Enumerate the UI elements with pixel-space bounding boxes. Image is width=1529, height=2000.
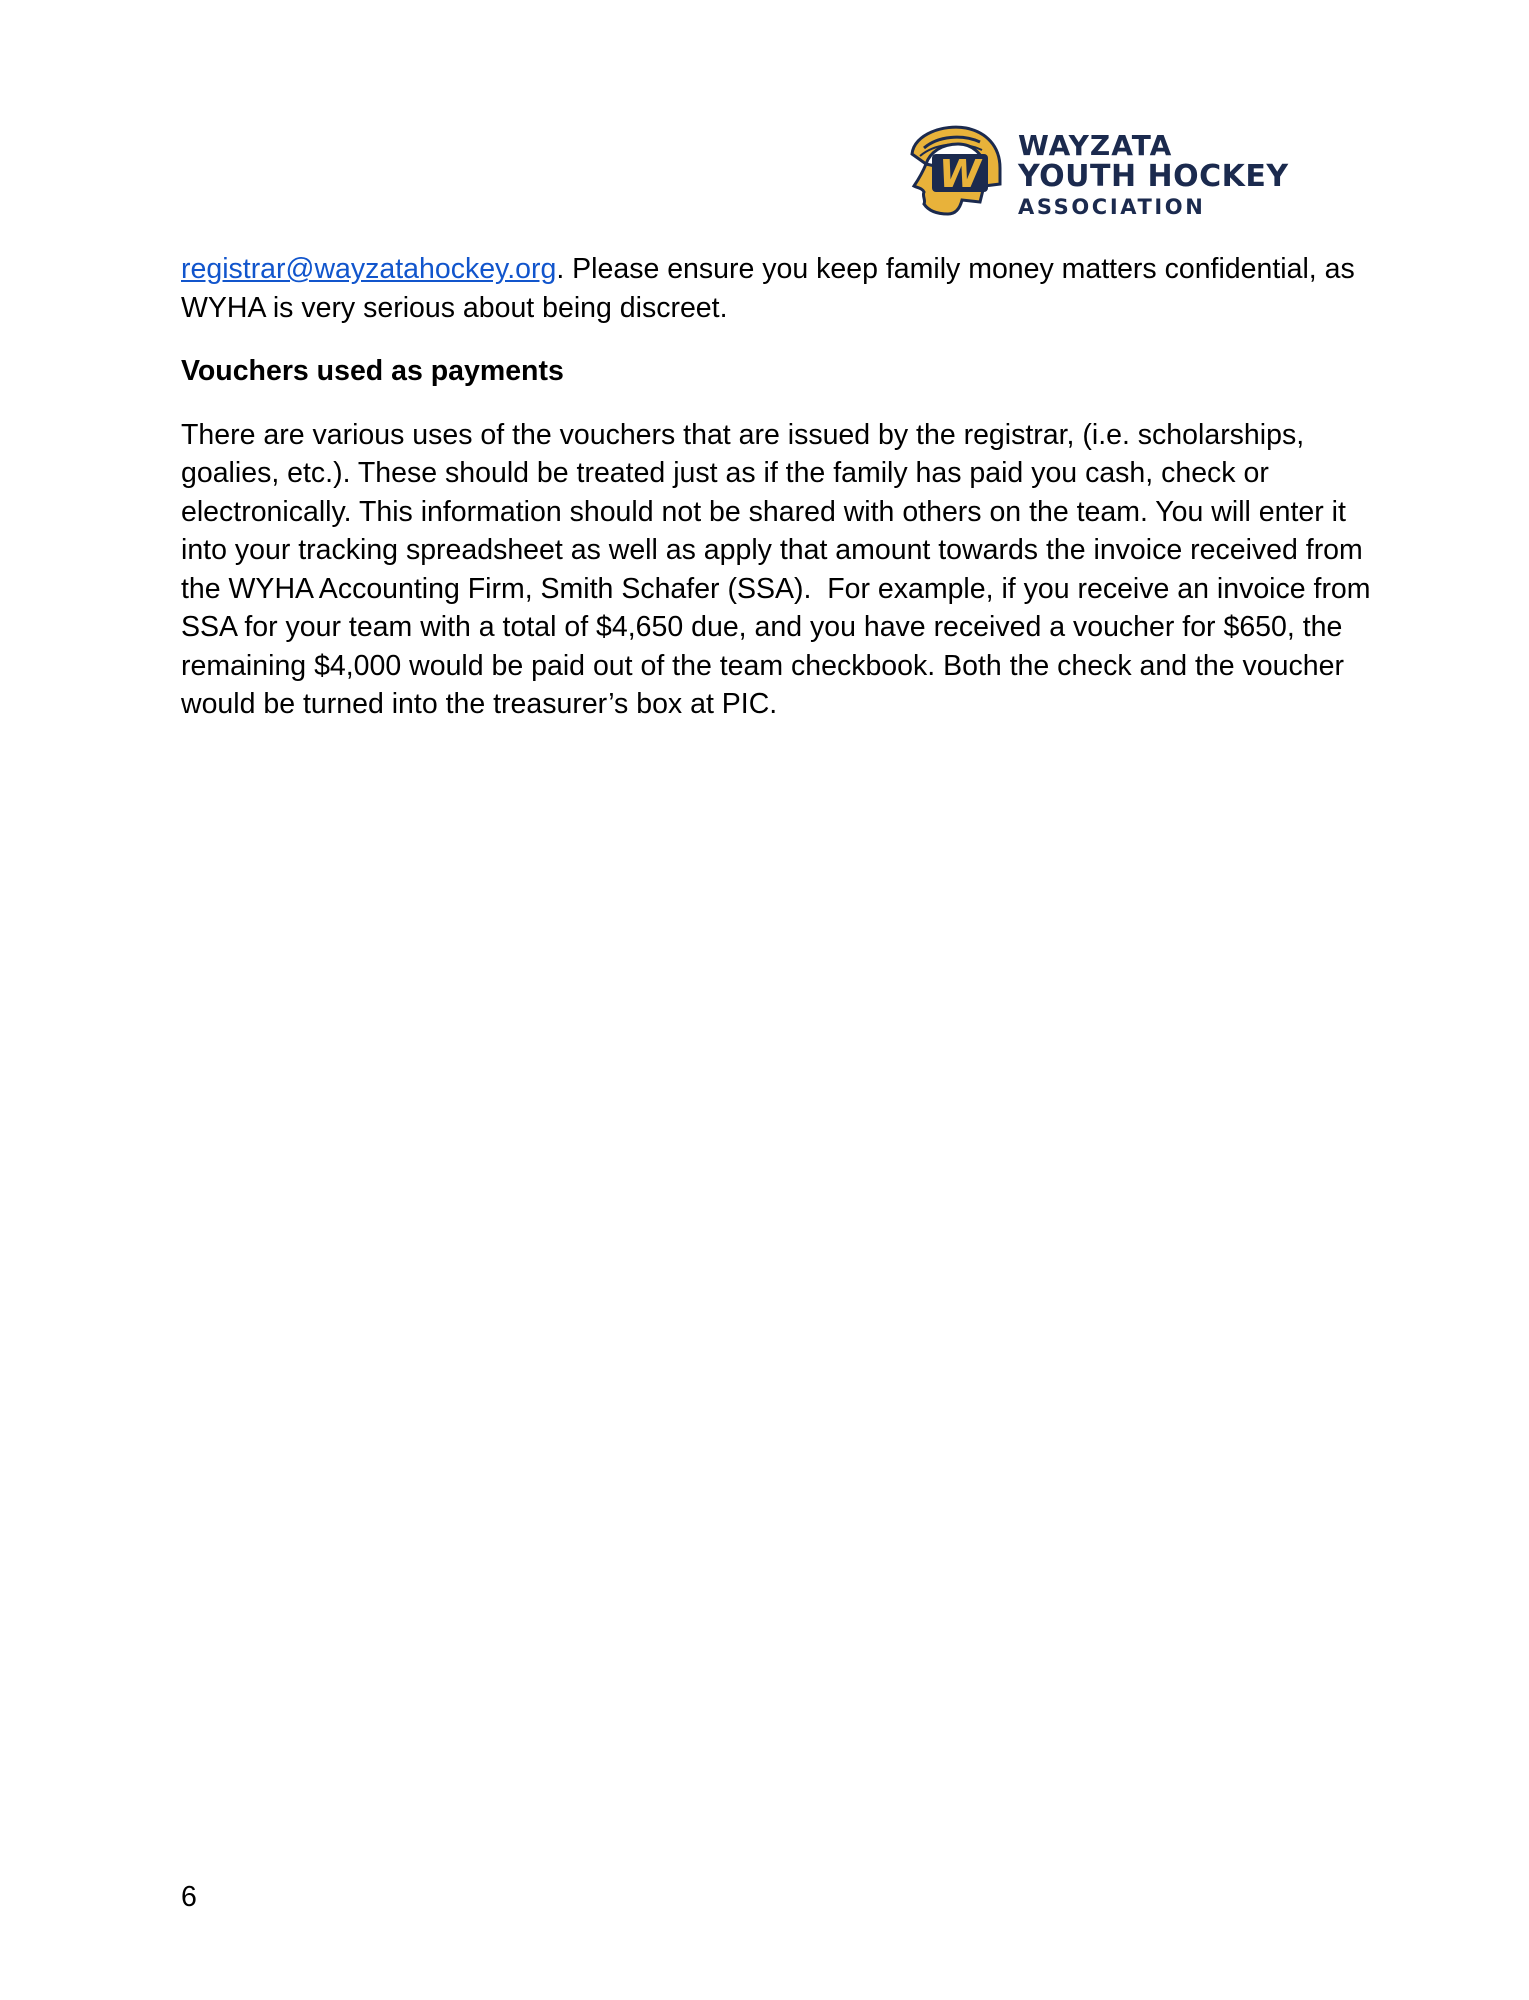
svg-text:W: W <box>939 152 981 196</box>
logo-line-youth-hockey: YOUTH HOCKEY <box>1018 159 1289 194</box>
page-number: 6 <box>181 1881 197 1913</box>
document-body <box>181 250 1379 724</box>
registrar-email-link[interactable]: registrar@wayzatahockey.org <box>181 253 557 285</box>
intro-text: . Please ensure you keep family money matters confidential, as WYHA is very serious about being discreet. <box>181 253 1355 324</box>
logo-line-association: ASSOCIATION <box>1018 195 1206 219</box>
spartan-helmet-w-icon <box>904 124 1004 220</box>
wyha-logo <box>904 124 1294 224</box>
logo-line-wayzata: WAYZATA <box>1018 129 1173 162</box>
logo-wordmark <box>1018 129 1289 219</box>
section-heading: Vouchers used as payments <box>181 355 564 387</box>
vouchers-paragraph: There are various uses of the vouchers that are issued by the registrar, (i.e. scholarships, goalies, etc.). These should be treated just as if the family has paid you cash, check or electronically. This information should not be shared with others on the team. You will enter it into your tracking spreadsheet as well as apply that amount towards the invoice received from the WYHA Accounting Firm, Smith Schafer (SSA). For example, if you receive an invoice from SSA for your team with a total of $4,650 due, and you have received a voucher for $650, the remaining $4,000 would be paid out of the team checkbook. Both the check and the voucher would be turned into the treasurer’s box at PIC. <box>181 418 1379 720</box>
intro-paragraph <box>181 250 1371 327</box>
